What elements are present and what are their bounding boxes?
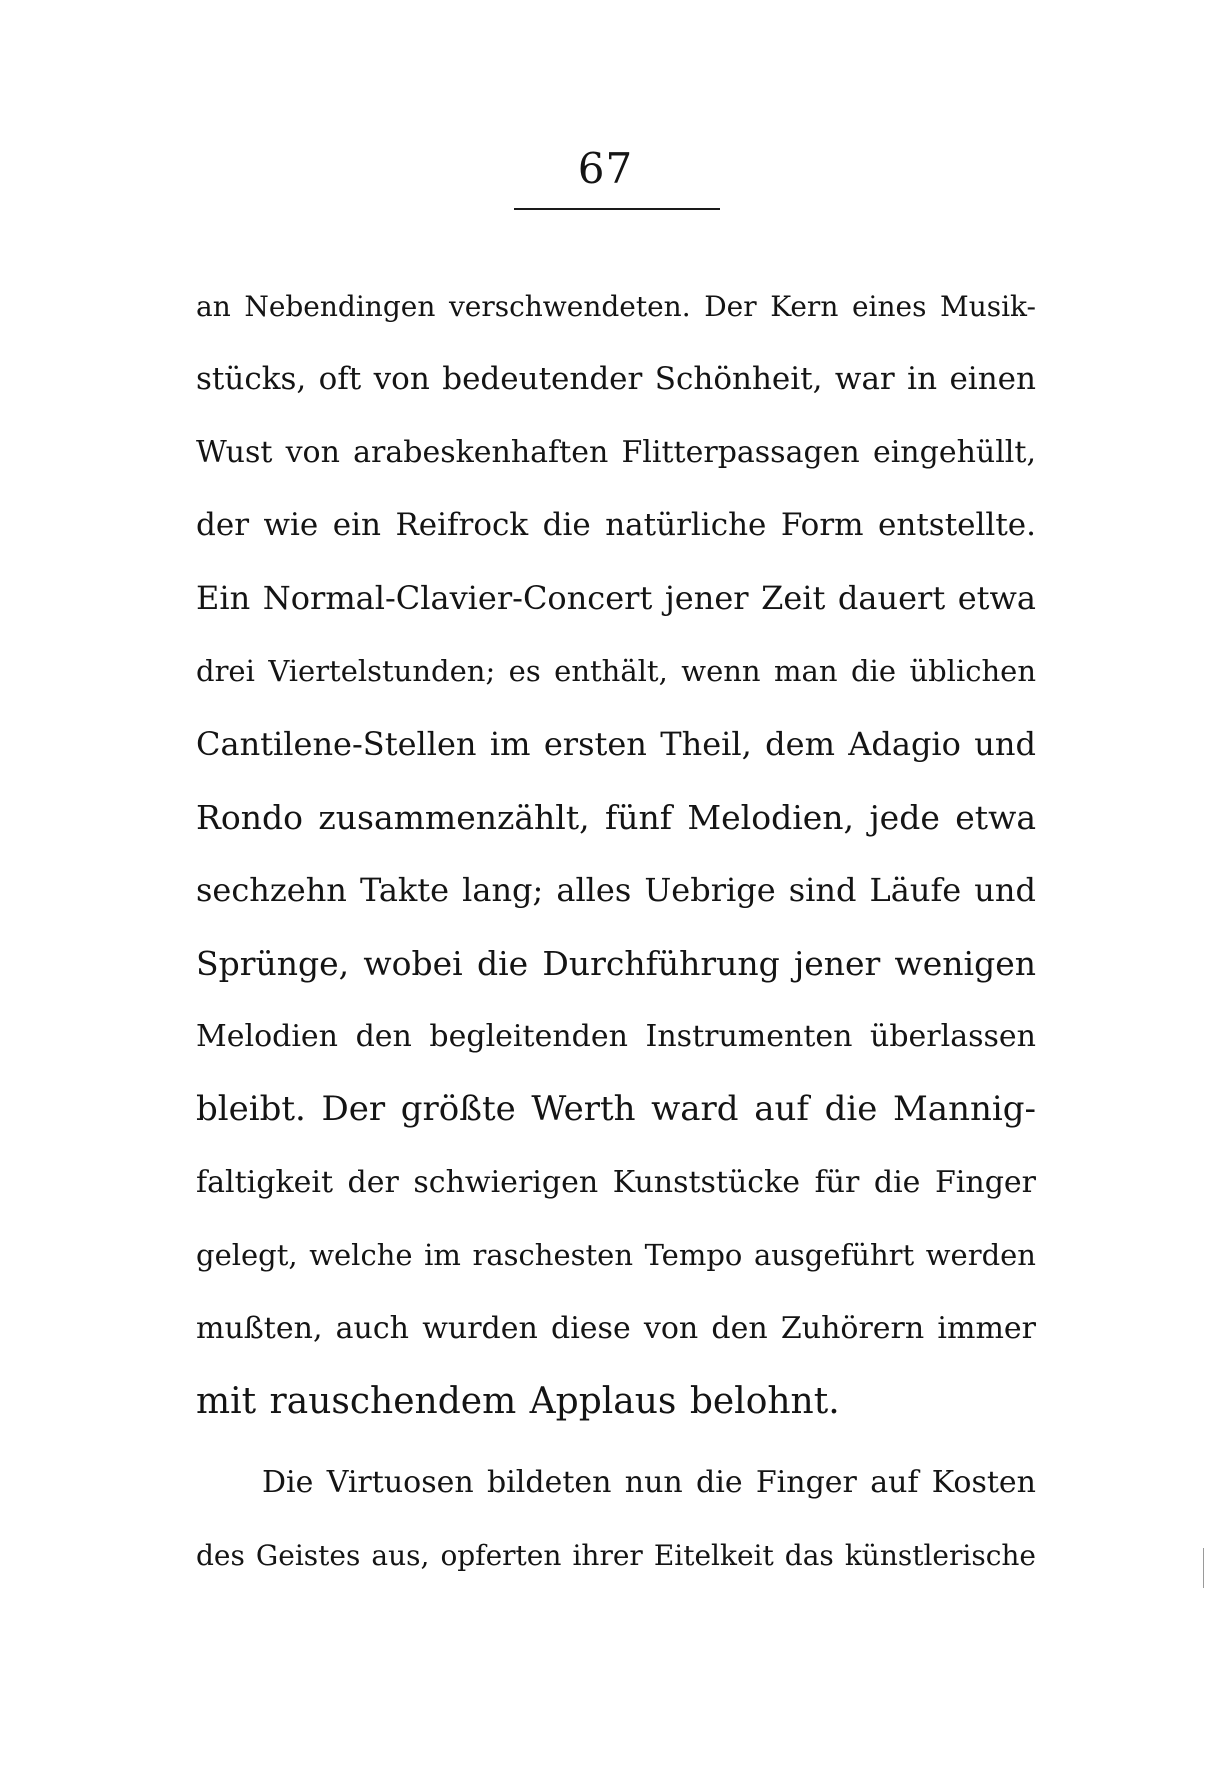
text-line: Wust von arabeskenhaften Flitterpassagen eingehüllt, — [196, 435, 1036, 470]
text-line: stücks, oft von bedeutender Schönheit, war in einen — [196, 361, 1036, 397]
text-line: an Nebendingen verschwendeten. Der Kern eines Musik- — [196, 290, 1036, 323]
text-line: gelegt, welche im raschesten Tempo ausgeführt werden — [196, 1238, 1036, 1272]
text-line: des Geistes aus, opferten ihrer Eitelkeit das künstlerische — [196, 1539, 1036, 1572]
text-line: Cantilene-Stellen im ersten Theil, dem Adagio und — [196, 725, 1036, 763]
scan-edge-mark — [1203, 1548, 1204, 1588]
text-line: drei Viertelstunden; es enthält, wenn man die üblichen — [196, 654, 1036, 688]
body-text — [196, 270, 1036, 1592]
paragraph-1 — [196, 270, 1036, 1438]
text-line: bleibt. Der größte Werth ward auf die Mannig- — [196, 1089, 1036, 1129]
text-line-indented: Die Virtuosen bildeten nun die Finger auf Kosten — [262, 1465, 1036, 1500]
text-line-last: mit rauschendem Applaus belohnt. — [196, 1381, 840, 1422]
text-line: faltigkeit der schwierigen Kunststücke für die Finger — [196, 1165, 1036, 1200]
paragraph-gap — [196, 1438, 1036, 1446]
text-line: mußten, auch wurden diese von den Zuhörern immer — [196, 1311, 1036, 1346]
text-line: Ein Normal-Clavier-Concert jener Zeit dauert etwa — [196, 579, 1036, 617]
text-line: Sprünge, wobei die Durchführung jener wenigen — [196, 944, 1036, 983]
text-line: der wie ein Reifrock die natürliche Form entstellte. — [196, 507, 1036, 543]
page-number: 67 — [577, 144, 634, 193]
text-line: Melodien den begleitenden Instrumenten überlassen — [196, 1019, 1036, 1054]
text-line: sechzehn Takte lang; alles Uebrige sind Läufe und — [196, 871, 1036, 909]
text-line: Rondo zusammenzählt, fünf Melodien, jede etwa — [196, 798, 1036, 837]
paragraph-2 — [196, 1446, 1036, 1592]
header-rule — [514, 208, 720, 210]
